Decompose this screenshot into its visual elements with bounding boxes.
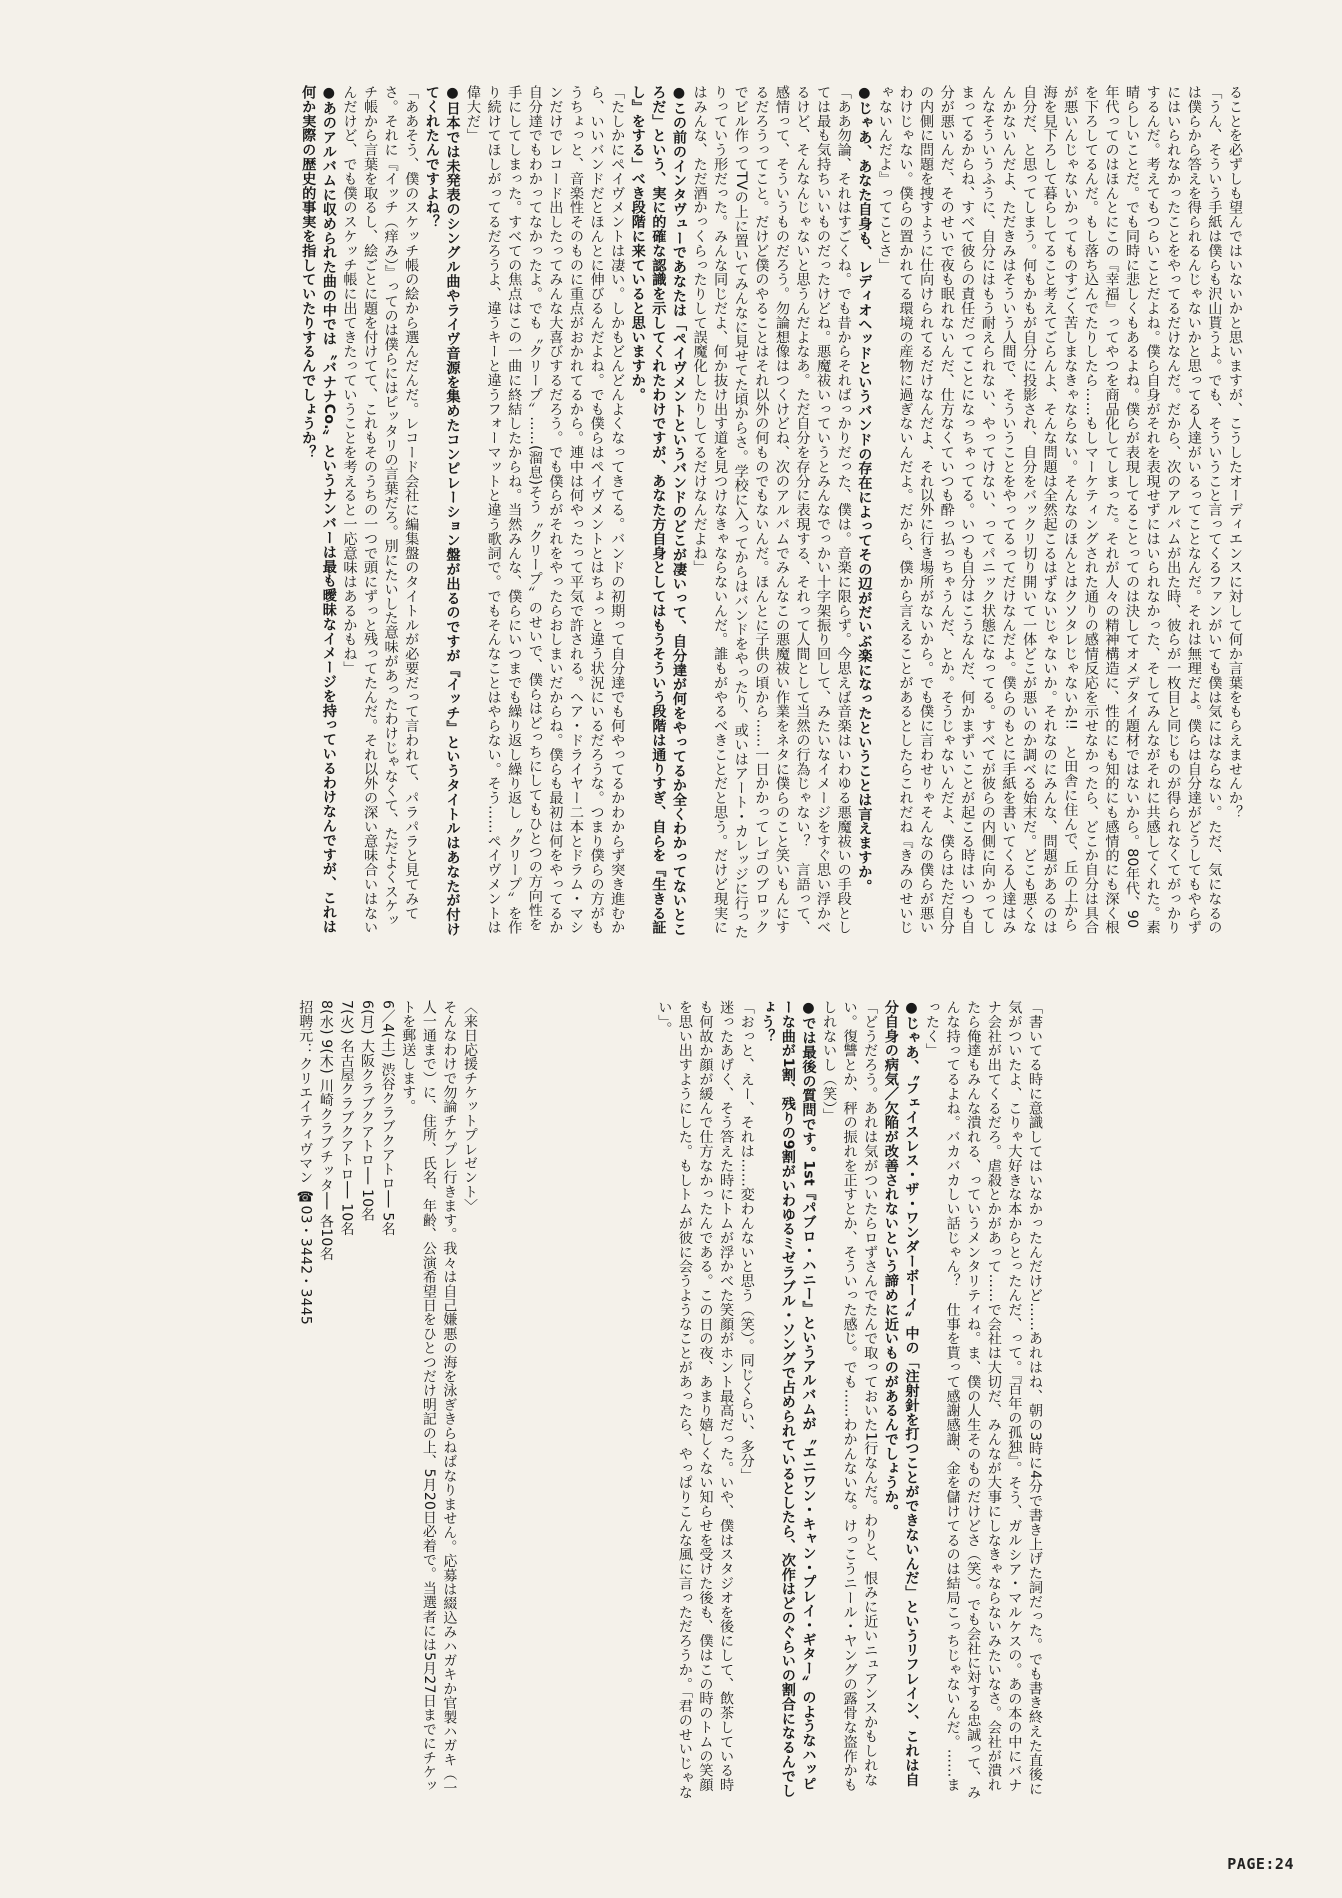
- present-organizer-row: [295, 1000, 316, 1800]
- question: ●じゃあ、あなた自身も、レディオヘッドというバンドの存在によってその辺がだいぶ楽になったということは言えますか。: [856, 85, 873, 894]
- paragraph: 迷ったあげく、そう答えた時にトムが浮かべた笑顔がホント最高だった。いや、僕はスタジオを後にして、飲茶している時も何故か顔が緩んで仕方なかったんである。この日の夜、あまり嬉しくない知らせを受けた後も、僕はこの時のトムの笑顔を思い出すようにした。もしトムが彼に会うようなことがあったら、やっぱりこんな風に言っただろうか。「君のせいじゃない」。: [656, 1000, 735, 1800]
- paragraph: 「書いてる時に意識してはいなかったんだけど……あれはね、朝の3時に4分で書き上げた詞だった。でも書き終えた直後に気がついたよ、こりゃ大好きな本からとったんだ、って。『百年の孤独』。そう、ガルシア・マルケスの。あの本の中にバナナ会社が出てくるだろ。虐殺とかがあって……で会社は大切だ、みんなが大事にしなきゃならないみたいなさ。会社が潰れたら俺達もみんな潰れる、っていうメンタリティね。ま、僕の人生そのものだけどさ（笑）。でも会社に対する忠誠って、みんな持ってるよね。バカバカしい話じゃん？ 仕事を貰って感謝感謝、金を儲けてるのは結局こっちじゃないんだ。……まったく」: [924, 1000, 1043, 1800]
- present-date: 7(火): [338, 1000, 355, 1035]
- paragraph: 「どうだろう。あれは気がついたらロずさんでたんで取っておいた1行なんだ。わりと、恨みに近いニュアンスかもしれない。復讐とか、秤の振れを正すとか、そういった感じ。でも……わかんないな。けっこうニール・ヤングの露骨な盗作かもしれないし（笑）」: [821, 1000, 879, 1792]
- paragraph: 「ああそう、僕のスケッチ帳の絵から選んだんだ。レコード会社に編集盤のタイトルが必要だって言われて、パラパラと見てみてさ。それに『イッチ（痒み）』ってのは僕らにはピッタリの言葉だろ。別にたいした意味があったわけじゃなくて、ただよくスケッチ帳から言葉を取るし、絵ごとに題を付けてて、これもそのうちの一つで頭にずっと残ってたんだ。それ以外の深い意味合いはないんだけど、でも僕のスケッチ帳に出てきたっていうことを考えると一応意味はあるかもね」: [341, 85, 420, 935]
- paragraph: 「うん、そういう手紙は僕らも沢山貰うよ。でも、そういうこと言ってくるファンがいても僕は気にはならない。ただ、気になるのは僕らから答えを得られるんじゃないかと思ってる人達がいるってことなんだ。それは無理だよ。僕らは自分達がどうしてもやらずにはいられなかったことをやってるだけなんだ。だから、次のアルバムが出た時、彼らが一枚目と同じものが得られなくてがっかりするんだ。考えてもつらいことだよね。僕ら自身がそれを表現せずにはいられなかった、そしてみんながそれに共感してくれた。素晴らしいことだ。でも同時に悲しくもあるよね。僕らが表現してることってのは決してオメデタイ題材ではないから。80年代、90年代ってのはほんとにこの『幸福』ってやつを商品化してしまった。それが人々の精神構造に、性的にも知的にも感情的にも深く根を下ろしてるんだ。もし落ち込んでたりしたら……もしマーケティングされた通りの感情反応を示せなかったら、どこか自分は具合が悪いんじゃないかってものすごく苦しまなきゃならない。そんなのほんとはクソタレじゃないか!! と田舎に住んで、丘の上から海を見下ろして暮らしてること考えてごらんよ、そんな問題は全然起こるはずないじゃないか。それなのにみんな、問題があるのは自分だ、と思ってしまう。何もかもが自分に投影され、自分をバックリ切り開いて一体どこが悪いのか調べる始末だ。どこも悪くなんかないんだよ、ただきみはそういう人間で、そういうことをやってるってだけなんだよ。僕らのもとに手紙を書いてくる人達はみんなそういうふうに、自分にはもう耐えられない、やってけない、ってパニック状態になってる。すべてが彼らの内側に向かってしまってるからね、すべて彼らの責任だってことになっちゃってる。いつも自分はこうなんだ、何かまずいことが起こる時はいつも自分が悪いんだ、そのせいで夜も眠れないんだ、仕方なくていつも酔っ払っちゃうんだ、とか。そうじゃないんだよ、僕らはただ自分の内側に問題を捜すように仕向けられてるだけなんだよ、それ以外に行き場所がないから。でも僕に言わせりゃそんなの僕らが悪いわけじゃない。僕らの置かれてる環境の産物に過ぎないんだよ。だから、僕から言えることがあるとしたらこれだね『きみのせいじゃないんだよ』ってことさ」: [876, 85, 1223, 935]
- page-number: PAGE:24: [1227, 1855, 1294, 1873]
- present-body: そんなわけで勿論チケプレ行きます。我々は自己嫌悪の海を泳ぎきらねばなりません。応募は綴込みハガキか官製ハガキ（一人一通まで）に、住所、氏名、年齢、公演希望日をひとつだけ明記の上、5月20日必着で。当選者には5月27日までにチケットを郵送します。: [400, 1000, 458, 1796]
- present-date-row: 6／4(土) 渋谷クラブクアトロ── 5名: [379, 1000, 396, 1236]
- present-date: 6(月): [359, 1000, 376, 1035]
- present-organizer: 招聘元：クリエイティヴマン: [297, 1000, 314, 1185]
- paragraph: 「たしかにペイヴメントは凄い。しかもどんどんよくなってきてる。バンドの初期って自分達でも何やってるかわからず突き進むから、いいバンドだとほんとに伸びるんだよね。でも僕らはペイヴメントとはちょっと違う状況にいるだろうな。つまり僕らの方がもうちょっと、音楽性そのものに重点がおかれてるから。連中は何やったって平気で許される。ヘア・ドライヤー二本とドラム・マシンだけでレコード出したってみんな大喜びするだろう。でも僕らがそれをやったらおしまいだからね。僕らも最初は何をやってるか自分達でもわかってなかったよ。でも〝クリープ〟……(溜息)そう〝クリープ〟のせいで、僕らはどっちにしてもひとつの方向性を手にしてしまった。すべての焦点はこの一曲に終結したからね。当然みんな、僕らにいつまでも繰り返し繰り返し〝クリープ〟を作り続けてほしがってるだろうよ、違うキーと違うフォーマットと違う歌詞で。でもそんなことはやらない。そう……ペイヴメントは偉大だ」: [465, 85, 626, 935]
- present-venue: 大阪クラブクアトロ: [359, 1039, 376, 1168]
- lower-right-text-block: [490, 1000, 1045, 1800]
- present-count: 各10名: [317, 1214, 334, 1261]
- paragraph: 「ああ勿論、それはすごくね。でも昔からそればっかりだった、僕は。音楽に限らず。今思えば音楽はいわゆる悪魔祓いの手段としては最も気持ちいいものだったけどね。悪魔祓いっていうとみんなでっかい十字架振り回して、みたいなイメージをすぐ思い浮かべるけど、そんなんじゃないと思うんだよなあ。ただ自分を存分に表現する、それって人間として当然の行為じゃない？ 言語って、感情って、そういうものだろう。勿論想像はつくけどね、次のアルバムでみんなこの悪魔祓い作業をネタに僕らのこと笑いもんにするだろうってこと。だけど僕のやることはそれ以外の何ものでもないんだ。ほんとに子供の頃から……一日かかってレゴのブロックでビル作ってTVの上に置いてみんなに見せてた頃からさ。学校に入ってからはバンドをやったり、或いはアート・カレッジに行ったりっていう形だった。みんな同じだよ、何か抜け出す道を見つけなきゃならないんだ。誰もがやるべきことだと思う。だけど現実にはみんな、ただ酒かっくらったりして誤魔化したりしてるだけなんだよね」: [691, 85, 852, 939]
- paragraph: ることを必ずしも望んではいないかと思いますが、こうしたオーディエンスに対して何か言葉をもらえませんか？: [1227, 85, 1243, 820]
- paragraph: 「おっと、えー、それは……変わんないと思う（笑）。同じくらい、多分」: [738, 1000, 755, 1483]
- present-heading: 〈来日応援チケットプレゼント〉: [462, 1000, 478, 1213]
- present-date-row: 6(月) 大阪クラブクアトロ── 10名: [359, 1000, 376, 1222]
- question: ●あのアルバムに収められた曲の中では〝バナナCo.〟というナンバーは最も曖昧なイメージを持っているわけなんですが、これは何か実際の歴史的事実を指していたりするんでしょうか？: [300, 85, 337, 934]
- present-date: 8(水) 9(木): [317, 1000, 334, 1074]
- present-date: 6／4(土): [379, 1000, 396, 1058]
- present-phone: ☎03・3442・3445: [297, 1189, 314, 1325]
- present-date-row: 7(火) 名古屋クラブクアトロ── 10名: [338, 1000, 355, 1236]
- question: ●この前のインタヴューであなたは「ペイヴメントというバンドのどこが凄いって、自分達が何をやってるか全くわかってないところだ」という、実に的確な認識を示してくれたわけですが、あなた方自身としてはもうそういう段階は通りすぎ、自らを『生きる証し』をする」べき段階に来ていると思いますか。: [629, 85, 687, 937]
- ticket-present-block: [140, 1000, 480, 1800]
- present-count: 10名: [338, 1203, 355, 1236]
- present-venue: 名古屋クラブクアトロ: [338, 1039, 355, 1182]
- present-venue: 川崎クラブチッタ: [317, 1078, 334, 1193]
- present-venue: 渋谷クラブクアトロ: [379, 1062, 396, 1191]
- question: ●では最後の質問です。1st『パブロ・ハニー』というアルバムが〝エニワン・キャン・プレイ・ギター〟のようなハッピーな曲が1割、残りの9割がいわゆるミゼラブル・ソングで占められているとしたら、次作はどのぐらいの割合になるんでしょう？: [759, 1000, 817, 1798]
- present-date-row: 8(水) 9(木) 川崎クラブチッタ── 各10名: [317, 1000, 334, 1261]
- question: ●日本では未発表のシングル曲やライヴ音源を集めたコンピレーション盤が出るのですが『イッチ』というタイトルはあなたが付けてくれたんですよね？: [423, 85, 461, 937]
- question: ●じゃあ、〝フェイスレス・ザ・ワンダーボーイ〟中の「注射針を打つことができないんだ」というリフレイン、これは自分自身の病気／欠陥が改善されないという諦めに近いものがあるんでしょうか。: [882, 1000, 920, 1787]
- present-count: 5名: [379, 1212, 396, 1236]
- present-count: 10名: [359, 1189, 376, 1222]
- upper-text-block: [130, 85, 1245, 940]
